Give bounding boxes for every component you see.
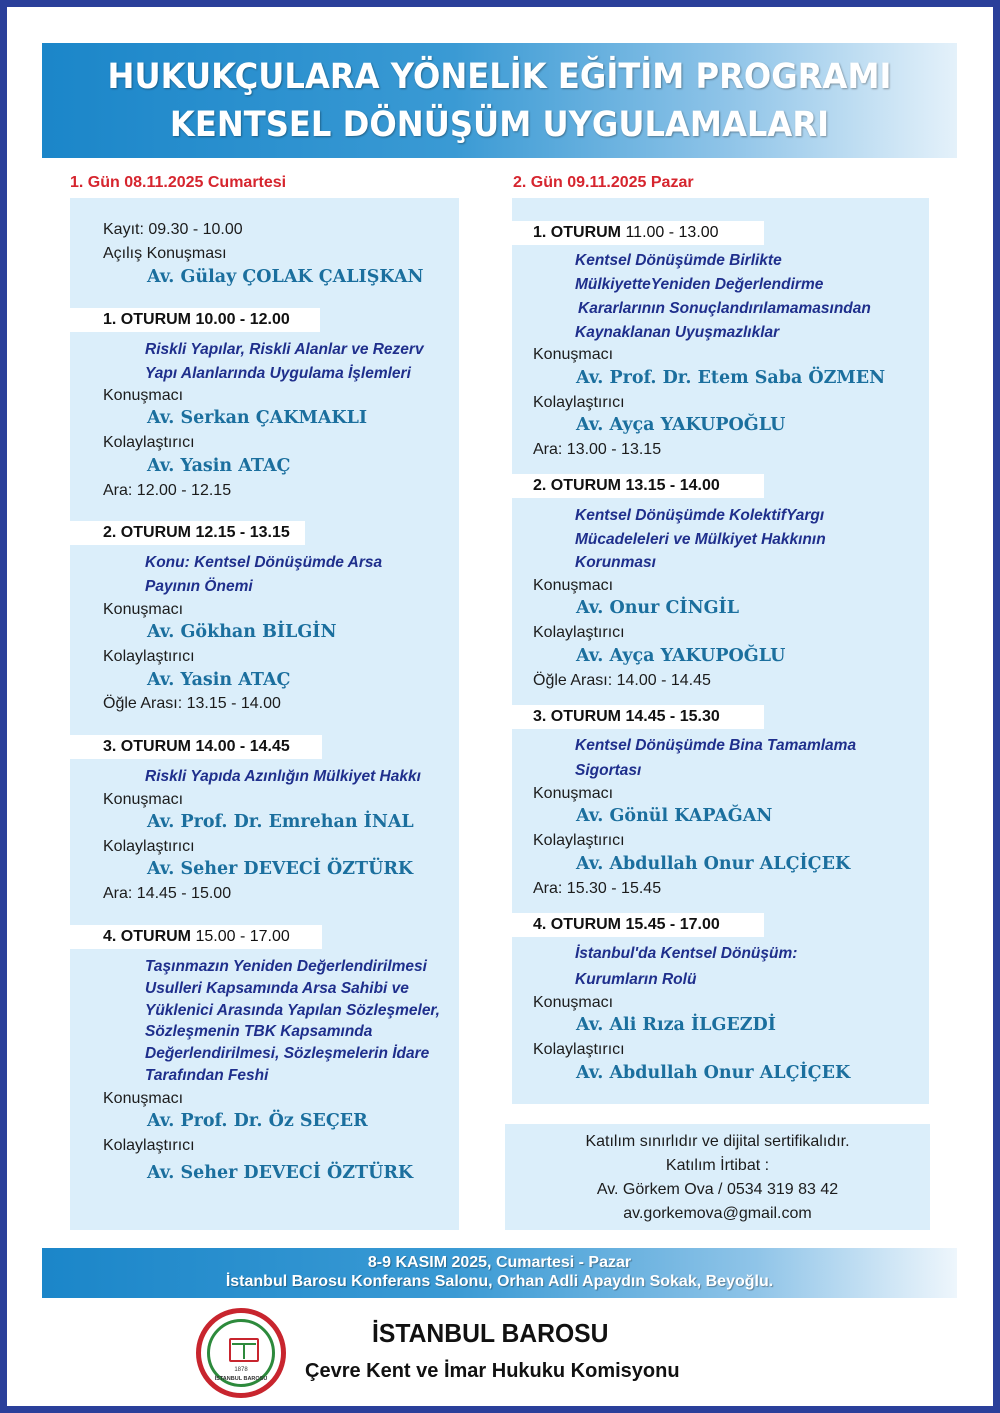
d1-session4-topic-3: Yüklenici Arasında Yapılan Sözleşmeler, [145,1002,440,1019]
d1-session2-topic-2: Payının Önemi [145,578,253,595]
scales-pillar [243,1343,245,1359]
opening-speaker: Av. Gülay ÇOLAK ÇALIŞKAN [147,267,424,287]
d2-session1-time: 11.00 - 13.00 [625,224,719,241]
d1-session4-topic-4: Sözleşmenin TBK Kapsamında [145,1023,373,1040]
d2-session3-topic-2: Sigortası [575,762,642,779]
logo-year: 1878 [234,1367,248,1373]
organization-name: İSTANBUL BAROSU [372,1318,609,1348]
d2-session3-break: Ara: 15.30 - 15.45 [533,880,662,897]
d2-session3-topic-1: Kentsel Dönüşümde Bina Tamamlama [575,737,857,754]
d1-session2-speaker: Av. Gökhan BİLGİN [147,622,337,642]
d2-session3-title: 3. OTURUM 14.45 - 15.30 [533,708,720,725]
d1-session4-facilitator: Av. Seher DEVECİ ÖZTÜRK [147,1163,414,1183]
d2-session1-topic-2: MülkiyetteYeniden Değerlendirme [575,276,824,293]
participation-note: Katılım sınırlıdır ve dijital sertifikalıdır. [585,1133,850,1150]
contact-label: Katılım İrtibat : [665,1157,770,1174]
logo-text: İSTANBUL BAROSU [214,1376,268,1382]
d1-session4-topic-6: Tarafından Feshi [145,1067,269,1084]
d1-session1-title: 1. OTURUM 10.00 - 12.00 [103,311,290,328]
d1-session2-title: 2. OTURUM 12.15 - 13.15 [103,524,290,541]
contact-person-phone: Av. Görkem Ova / 0534 319 83 42 [596,1181,839,1198]
day2-title: 2. Gün 09.11.2025 Pazar [513,174,694,191]
d2-session1-title: 1. OTURUM [533,224,621,241]
event-dates: 8-9 KASIM 2025, Cumartesi - Pazar [367,1254,632,1271]
d2-session4-speaker: Av. Ali Rıza İLGEZDİ [576,1015,776,1035]
d2-session4-speaker-label: Konuşmacı [533,994,614,1011]
commission-name: Çevre Kent ve İmar Hukuku Komisyonu [305,1360,680,1382]
d1-session3-topic-1: Riskli Yapıda Azınlığın Mülkiyet Hakkı [145,768,421,785]
d2-session1-heading [533,224,719,242]
d1-session4-topic-1: Taşınmazın Yeniden Değerlendirilmesi [145,958,427,975]
d1-session4-heading [103,928,290,946]
d2-session2-speaker-label: Konuşmacı [533,577,614,594]
d1-session2-speaker-label: Konuşmacı [103,601,184,618]
d2-session2-speaker: Av. Onur CİNGİL [576,598,740,618]
d2-session2-break: Öğle Arası: 14.00 - 14.45 [533,672,711,689]
d2-session2-facilitator-label: Kolaylaştırıcı [533,624,625,641]
d2-session1-break: Ara: 13.00 - 13.15 [533,441,662,458]
d1-session3-break: Ara: 14.45 - 15.00 [103,885,232,902]
event-venue: İstanbul Barosu Konferans Salonu, Orhan Adli Apaydın Sokak, Beyoğlu. [225,1273,774,1290]
d2-session3-speaker-label: Konuşmacı [533,785,614,802]
d2-session4-topic-1: İstanbul'da Kentsel Dönüşüm: [575,945,798,962]
d1-session1-speaker: Av. Serkan ÇAKMAKLI [147,408,368,428]
header-title-line1: HUKUKÇULARA YÖNELİK EĞİTİM PROGRAMI [107,57,892,97]
d1-session3-facilitator-label: Kolaylaştırıcı [103,838,195,855]
d2-session1-speaker: Av. Prof. Dr. Etem Saba ÖZMEN [576,368,886,388]
d1-session4-speaker-label: Konuşmacı [103,1090,184,1107]
d1-session4-topic-2: Usulleri Kapsamında Arsa Sahibi ve [145,980,409,997]
registration-time: Kayıt: 09.30 - 10.00 [103,221,243,238]
d2-session1-topic-1: Kentsel Dönüşümde Birlikte [575,252,782,269]
footer-banner [42,1248,957,1298]
d2-session2-title: 2. OTURUM 13.15 - 14.00 [533,477,720,494]
d1-session1-topic-2: Yapı Alanlarında Uygulama İşlemleri [145,365,411,382]
opening-label: Açılış Konuşması [103,245,227,262]
d2-session1-topic-3: Kararlarının Sonuçlandırılamamasından [578,300,871,317]
d1-session2-facilitator-label: Kolaylaştırıcı [103,648,195,665]
d2-session4-topic-2: Kurumların Rolü [575,971,697,988]
contact-email: av.gorkemova@gmail.com [623,1205,812,1222]
d2-session4-title: 4. OTURUM 15.45 - 17.00 [533,916,720,933]
d1-session3-title: 3. OTURUM 14.00 - 14.45 [103,738,290,755]
header-banner [42,43,957,158]
header-title-line2: KENTSEL DÖNÜŞÜM UYGULAMALARI [169,105,830,145]
d2-session4-facilitator-label: Kolaylaştırıcı [533,1041,625,1058]
d2-session4-facilitator: Av. Abdullah Onur ALÇİÇEK [576,1063,851,1083]
d2-session2-topic-3: Korunması [575,554,656,571]
day1-title: 1. Gün 08.11.2025 Cumartesi [70,174,287,191]
d1-session4-facilitator-label: Kolaylaştırıcı [103,1137,195,1154]
contact-info-box [505,1124,930,1230]
d1-session2-topic-1: Konu: Kentsel Dönüşümde Arsa [145,554,383,571]
d1-session3-speaker-label: Konuşmacı [103,791,184,808]
d2-session1-speaker-label: Konuşmacı [533,346,614,363]
d2-session1-facilitator-label: Kolaylaştırıcı [533,394,625,411]
d1-session2-break: Öğle Arası: 13.15 - 14.00 [103,695,281,712]
d2-session1-topic-4: Kaynaklanan Uyuşmazlıklar [575,324,780,341]
d2-session2-facilitator: Av. Ayça YAKUPOĞLU [576,646,786,666]
d1-session1-break: Ara: 12.00 - 12.15 [103,482,232,499]
d1-session1-facilitator-label: Kolaylaştırıcı [103,434,195,451]
d1-session1-speaker-label: Konuşmacı [103,387,184,404]
d1-session4-time: 15.00 - 17.00 [195,928,290,945]
d2-session2-topic-1: Kentsel Dönüşümde KolektifYargı [575,507,825,524]
d1-session2-facilitator: Av. Yasin ATAÇ [147,670,291,690]
d2-session2-topic-2: Mücadeleleri ve Mülkiyet Hakkının [575,531,826,548]
d2-session1-facilitator: Av. Ayça YAKUPOĞLU [576,415,786,435]
d1-session1-topic-1: Riskli Yapılar, Riskli Alanlar ve Rezerv [145,341,424,358]
d2-session3-facilitator: Av. Abdullah Onur ALÇİÇEK [576,854,851,874]
d1-session1-facilitator: Av. Yasin ATAÇ [147,456,291,476]
d1-session4-speaker: Av. Prof. Dr. Öz SEÇER [147,1111,368,1131]
d2-session3-speaker: Av. Gönül KAPAĞAN [576,806,773,826]
d2-session3-facilitator-label: Kolaylaştırıcı [533,832,625,849]
d1-session3-facilitator: Av. Seher DEVECİ ÖZTÜRK [147,859,414,879]
d1-session4-title: 4. OTURUM [103,928,191,945]
d1-session3-speaker: Av. Prof. Dr. Emrehan İNAL [147,812,414,832]
d1-session4-topic-5: Değerlendirilmesi, Sözleşmelerin İdare [145,1045,430,1062]
istanbul-bar-logo [196,1308,286,1398]
